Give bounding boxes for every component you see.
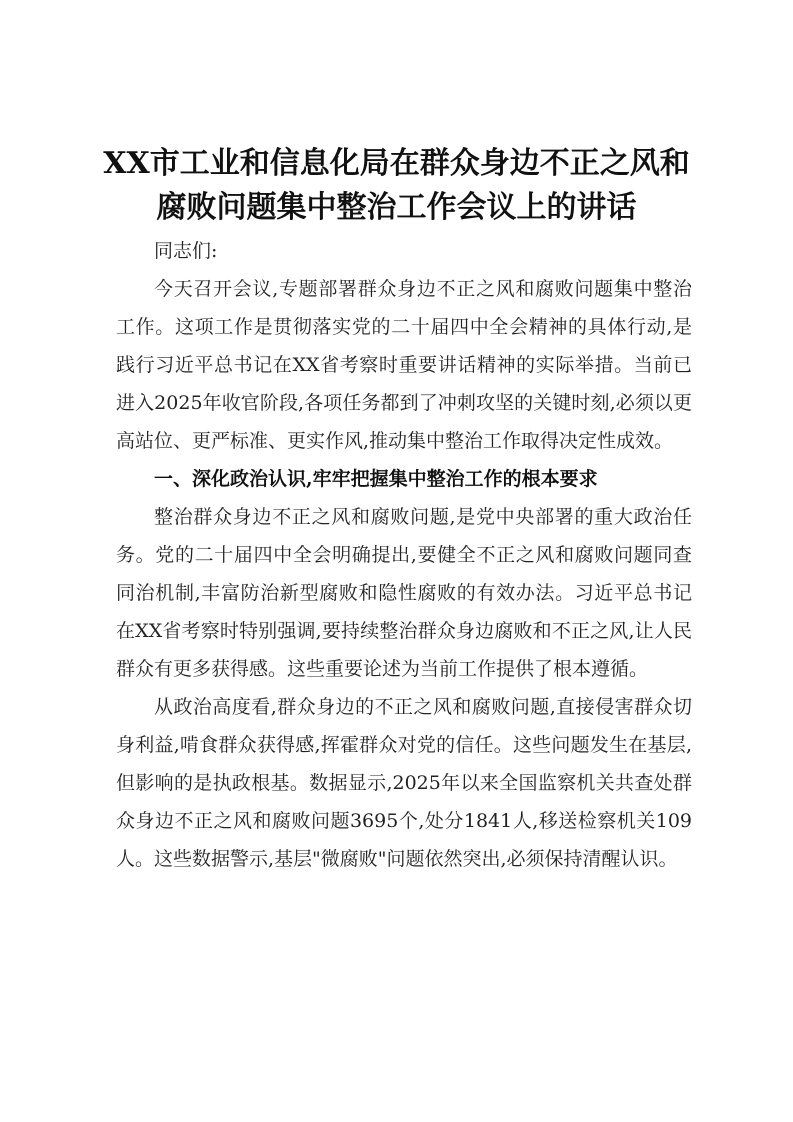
section-heading-1: 一、深化政治认识,牢牢把握集中整治工作的根本要求: [154, 468, 598, 490]
title-line-1: XX市工业和信息化局在群众身边不正之风和: [103, 146, 690, 181]
paragraph-2: 整治群众身边不正之风和腐败问题,是党中央部署的重大政治任务。党的二十届四中全会明确提出,要健全不正之风和腐败问题同查同治机制,丰富防治新型腐败和隐性腐败的有效办法。习近平总书记在XX省考察时特别强调,要持续整治群众身边腐败和不正之风,让人民群众有更多获得感。这些重要论述为当前工作提供了根本遵循。: [116, 506, 692, 680]
document-body: [116, 232, 692, 878]
title-line-2: 腐败问题集中整治工作会议上的讲话: [156, 190, 637, 225]
paragraph-1: 今天召开会议,专题部署群众身边不正之风和腐败问题集中整治工作。这项工作是贯彻落实党的二十届四中全会精神的具体行动,是践行习近平总书记在XX省考察时重要讲话精神的实际举措。当前已进入2025年收官阶段,各项任务都到了冲刺攻坚的关键时刻,必须以更高站位、更严标准、更实作风,推动集中整治工作取得决定性成效。: [116, 278, 692, 452]
document-title: [100, 142, 693, 230]
paragraph-3: 从政治高度看,群众身边的不正之风和腐败问题,直接侵害群众切身利益,啃食群众获得感,挥霍群众对党的信任。这些问题发生在基层,但影响的是执政根基。数据显示,2025年以来全国监察机关共查处群众身边不正之风和腐败问题3695个,处分1841人,移送检察机关109人。这些数据警示,基层"微腐败"问题依然突出,必须保持清醒认识。: [116, 696, 692, 870]
salutation: 同志们:: [154, 240, 218, 262]
